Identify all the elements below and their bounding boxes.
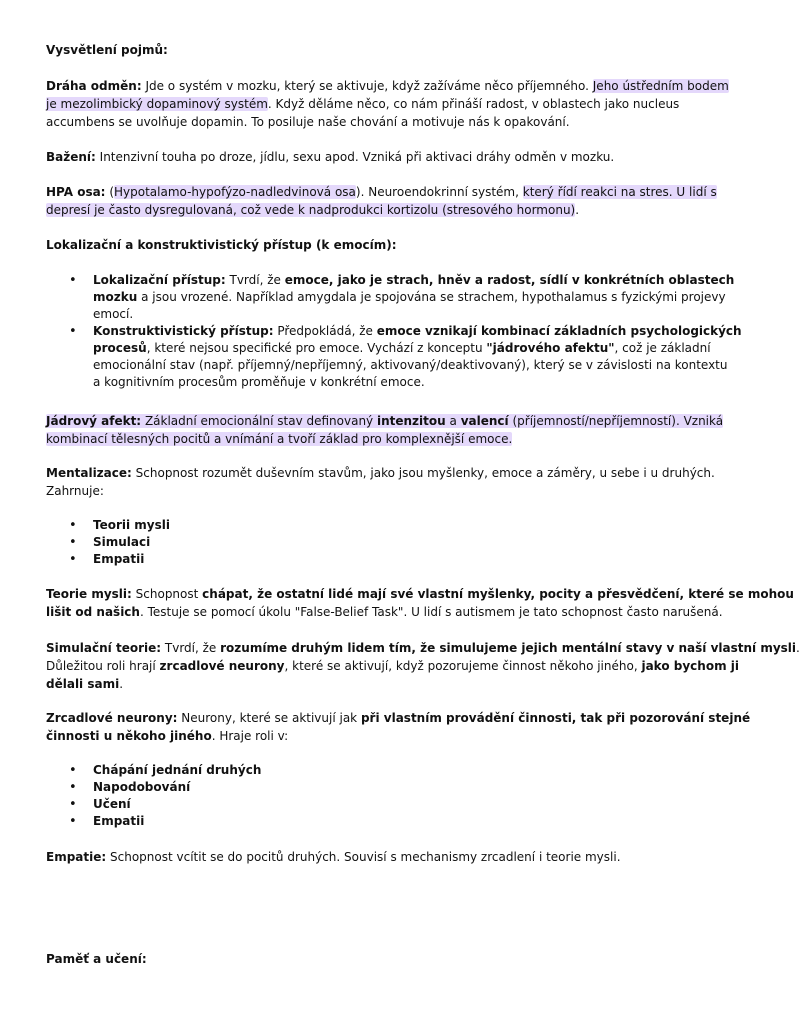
- list-item: • Simulaci: [93, 534, 170, 551]
- draha-line-2: je mezolimbický dopaminový systém. Když děláme něco, co nám přináší radost, v oblastech jako nucleus: [46, 97, 680, 111]
- zrcadl-line-1: Zrcadlové neurony: Neurony, které se aktivují jak při vlastním provádění činnosti, tak při pozorování stejné: [46, 711, 751, 725]
- hpa-line-1: HPA osa: (Hypotalamo-hypofýzo-nadledvinová osa). Neuroendokrinní systém, který řídí reakci na stres. U lidí s: [46, 185, 717, 199]
- draha-line-3: accumbens se uvolňuje dopamin. To posiluje naše chování a motivuje nás k opakování.: [46, 115, 570, 129]
- simul-line-3: dělali sami.: [46, 677, 124, 691]
- highlight: je mezolimbický dopaminový systém: [46, 97, 268, 111]
- term-empatie: Empatie:: [46, 850, 107, 864]
- term-draha: Dráha odměn:: [46, 79, 142, 93]
- mental-line-1: Mentalizace: Schopnost rozumět duševním stavům, jako jsou myšlenky, emoce a záměry, u sebe i u druhých.: [46, 466, 715, 480]
- list-item: • Empatii: [93, 813, 261, 830]
- list-item-konstr: • Konstruktivistický přístup: Předpokládá, že emoce vznikají kombinací základních psychologických: [93, 323, 742, 340]
- bazeni-line: Bažení: Intenzivní touha po droze, jídlu, sexu apod. Vzniká při aktivaci dráhy odměn v mozku.: [46, 150, 615, 164]
- term-simul: Simulační teorie:: [46, 641, 162, 655]
- list-item: • Napodobování: [93, 779, 261, 796]
- draha-line-1: Dráha odměn: Jde o systém v mozku, který se aktivuje, když zažíváme něco příjemného. Jeho ústředním bodem: [46, 79, 729, 93]
- highlight: Hypotalamo-hypofýzo-nadledvinová osa: [114, 185, 356, 199]
- teorie-line-1: Teorie mysli: Schopnost chápat, že ostatní lidé mají své vlastní myšlenky, pocity a přesvědčení, které se mohou: [46, 587, 794, 601]
- teorie-line-2: lišit od našich. Testuje se pomocí úkolu "False-Belief Task". U lidí s autismem je tato schopnost často narušená.: [46, 605, 723, 619]
- jadrovy-line-1: [46, 413, 723, 430]
- zrcadl-line-2: činnosti u někoho jiného. Hraje roli v:: [46, 729, 289, 743]
- highlight: depresí je často dysregulovaná, což vede k nadprodukci kortizolu (stresového hormonu): [46, 203, 576, 217]
- term-hpa: HPA osa:: [46, 185, 106, 199]
- mental-list: [93, 517, 170, 568]
- highlight: Jeho ústředním bodem: [592, 79, 729, 93]
- list-item: • Empatii: [93, 551, 170, 568]
- lokal-heading: Lokalizační a konstruktivistický přístup (k emocím):: [46, 238, 397, 252]
- list-item-cont: procesů, které nejsou specifické pro emoce. Vychází z konceptu "jádrového afektu", což je základní: [93, 341, 711, 355]
- term-jadrovy: Jádrový afekt:: [46, 414, 142, 428]
- hpa-line-2: depresí je často dysregulovaná, což vede k nadprodukci kortizolu (stresového hormonu).: [46, 203, 580, 217]
- list-item-cont: mozku a jsou vrozené. Například amygdala je spojována se strachem, hypothalamus s fyzickými projevy: [93, 290, 726, 304]
- zrcadl-list: [93, 762, 261, 830]
- list-item-lokal: • Lokalizační přístup: Tvrdí, že emoce, jako je strach, hněv a radost, sídlí v konkrétních oblastech: [93, 272, 742, 289]
- list-item-cont: emocionální stav (např. příjemný/nepříjemný, aktivovaný/deaktivovaný), který se v závislosti na kontextu: [93, 358, 728, 372]
- term-zrcadl: Zrcadlové neurony:: [46, 711, 178, 725]
- simul-line-1: Simulační teorie: Tvrdí, že rozumíme druhým lidem tím, že simulujeme jejich mentální stavy v naší vlastní mysli.: [46, 641, 800, 655]
- simul-line-2: Důležitou roli hrají zrcadlové neurony, které se aktivují, když pozorujeme činnost někoho jiného, jako bychom ji: [46, 659, 739, 673]
- empatie-line: Empatie: Schopnost vcítit se do pocitů druhých. Souvisí s mechanismy zrcadlení i teorie mysli.: [46, 850, 621, 864]
- highlight: kombinací tělesných pocitů a vnímání a tvoří základ pro komplexnější emoce.: [46, 432, 513, 446]
- term-mentalizace: Mentalizace:: [46, 466, 132, 480]
- highlight: který řídí reakci na stres. U lidí s: [522, 185, 717, 199]
- term-teorie: Teorie mysli:: [46, 587, 132, 601]
- pamet-heading: Paměť a učení:: [46, 952, 147, 966]
- list-item-cont: emocí.: [93, 307, 134, 321]
- term-bazeni: Bažení:: [46, 150, 96, 164]
- list-item: • Teorii mysli: [93, 517, 170, 534]
- list-item-cont: a kognitivním procesům proměňuje v konkrétní emoce.: [93, 375, 425, 389]
- approach-list: [93, 272, 742, 391]
- list-item: • Učení: [93, 796, 261, 813]
- list-item: • Chápání jednání druhých: [93, 762, 261, 779]
- mental-line-2: Zahrnuje:: [46, 484, 104, 498]
- highlight: Jádrový afekt: Základní emocionální stav definovaný intenzitou a valencí (příjemností/nepříjemností). Vzniká: [46, 414, 724, 428]
- page-title: Vysvětlení pojmů:: [46, 43, 168, 57]
- jadrovy-line-2: [46, 431, 512, 448]
